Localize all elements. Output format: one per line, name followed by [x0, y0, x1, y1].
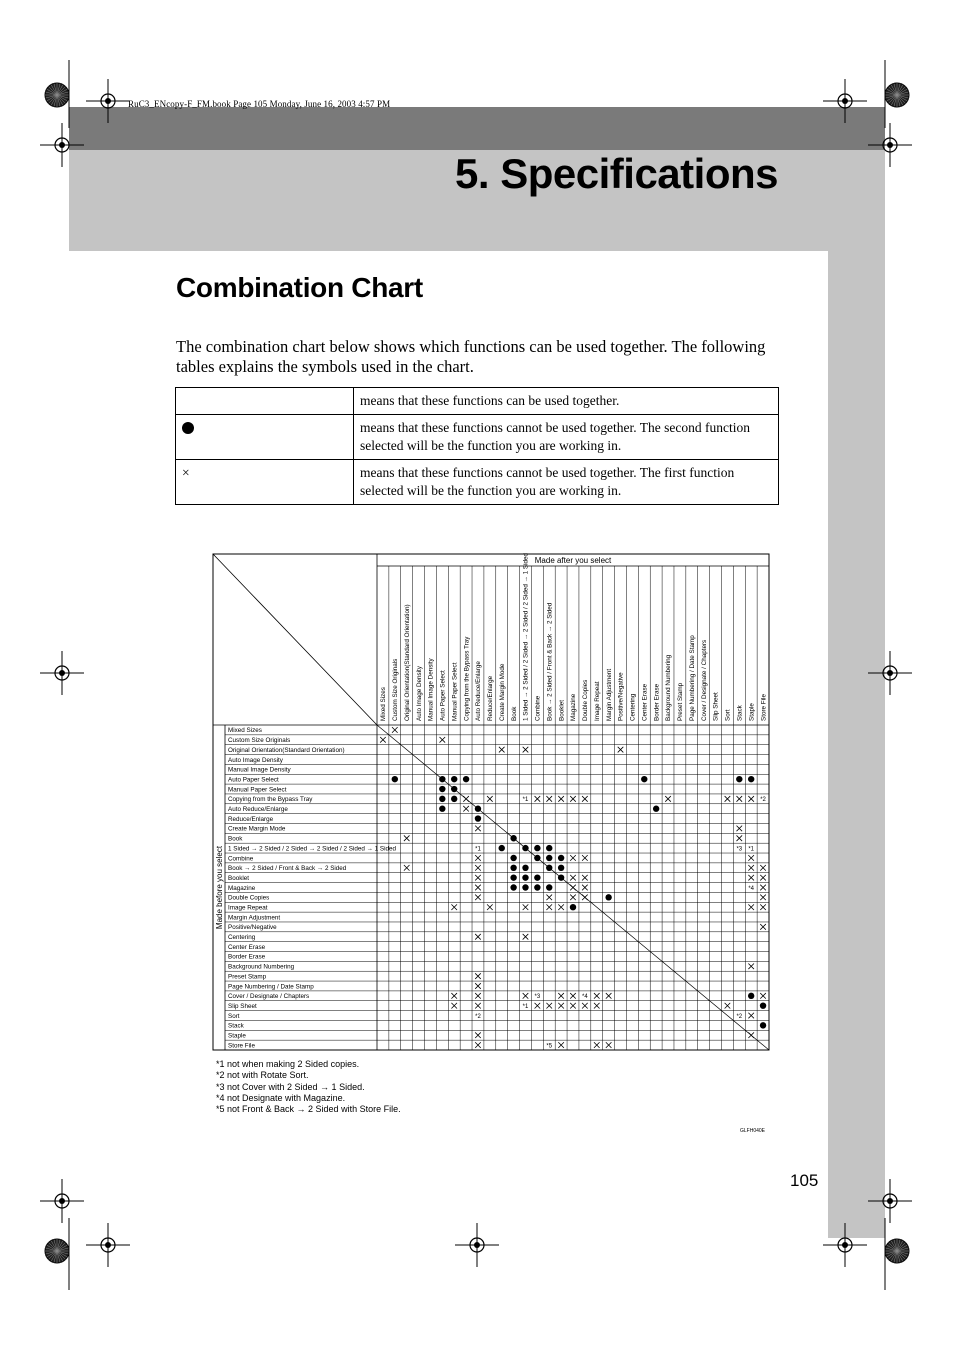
column-label: Auto Image Density: [415, 666, 423, 721]
column-label: Cover / Designate / Chapters: [700, 639, 708, 721]
crosshair-icon: [842, 1242, 848, 1248]
column-label: Margin Adjustment: [605, 668, 613, 721]
column-label: Combine: [534, 695, 542, 721]
column-label: Copying from the Bypass Tray: [463, 636, 471, 721]
crosshair-icon: [474, 1242, 480, 1248]
row-label: Book: [228, 835, 243, 843]
column-label: Sort: [724, 709, 732, 721]
column-label: Double Copies: [582, 679, 590, 721]
cell-note: *3: [534, 994, 541, 1001]
column-label: 1 Sided → 2 Sided / 2 Sided → 2 Sided / 2 Sided → 1 Sided: [522, 552, 530, 721]
cell-note: *2: [475, 1013, 481, 1020]
row-label: Store File: [228, 1042, 255, 1050]
footnote: *5 not Front & Back → 2 Sided with Store File.: [216, 1104, 401, 1115]
chapter-title: 5. Specifications: [455, 150, 778, 197]
row-label: Sort: [228, 1012, 240, 1020]
footnote: *2 not with Rotate Sort.: [216, 1070, 309, 1081]
column-label: Book → 2 Sided / Front & Back → 2 Sided: [546, 602, 554, 721]
cell-note: *3: [736, 846, 743, 853]
row-label: Preset Stamp: [228, 973, 267, 981]
cell-note: *5: [546, 1043, 553, 1050]
row-label: Staple: [228, 1032, 246, 1040]
row-label: Page Numbering / Date Stamp: [228, 983, 314, 991]
row-label: Book → 2 Sided / Front & Back → 2 Sided: [228, 865, 347, 873]
column-label: Custom Size Originals: [392, 658, 400, 721]
row-label: Auto Reduce/Enlarge: [228, 806, 288, 814]
column-label: Reduce/Enlarge: [487, 675, 495, 721]
column-label: Mixed Sizes: [380, 687, 388, 721]
column-label: Auto Paper Select: [439, 670, 447, 721]
cell-note: *2: [760, 797, 766, 804]
row-label: Auto Image Density: [228, 756, 283, 764]
cell-note: *1: [748, 846, 755, 853]
column-label: Store File: [760, 694, 768, 721]
column-label: Original Orientation(Standard Orientation): [403, 604, 411, 721]
row-label: Background Numbering: [228, 963, 295, 971]
row-label: Stack: [228, 1022, 244, 1030]
footnote: *4 not Designate with Magazine.: [216, 1092, 346, 1103]
column-label: Create Margin Mode: [498, 663, 506, 721]
legend-text: means that these functions cannot be used together. The first function selected will be the function you are working in.: [354, 460, 779, 505]
row-label: Auto Paper Select: [228, 776, 279, 784]
crosshair-icon: [887, 142, 893, 148]
cell-note: *2: [736, 1013, 743, 1020]
row-label: Copying from the Bypass Tray: [228, 796, 313, 804]
row-label: Manual Paper Select: [228, 786, 287, 794]
column-label: Border Erase: [653, 683, 661, 721]
column-label: Center Erase: [641, 683, 649, 721]
section-title: Combination Chart: [176, 272, 423, 303]
row-label: Cover / Designate / Chapters: [228, 993, 310, 1001]
row-label: Mixed Sizes: [228, 727, 262, 735]
crosshair-icon: [59, 670, 65, 676]
crosshair-icon: [842, 98, 848, 104]
cell-note: *1: [475, 846, 481, 853]
row-label: Double Copies: [228, 894, 270, 902]
crosshair-icon: [59, 1198, 65, 1204]
cell-note: *4: [748, 885, 755, 892]
cell-note: *1: [522, 797, 529, 804]
row-label: Magazine: [228, 884, 256, 892]
column-label: Auto Reduce/Enlarge: [475, 661, 483, 721]
footnote: *1 not when making 2 Sided copies.: [216, 1059, 360, 1069]
column-label: Background Numbering: [665, 654, 673, 721]
cell-note: *1: [522, 1003, 529, 1010]
row-label: Image Repeat: [228, 904, 268, 912]
row-label: Positive/Negative: [228, 924, 277, 932]
figure-code: GLFH040E: [740, 1128, 766, 1134]
crosshair-icon: [887, 670, 893, 676]
row-label: Manual Image Density: [228, 766, 291, 774]
column-label: Slip Sheet: [712, 692, 720, 721]
row-label: Custom Size Originals: [228, 737, 291, 745]
column-label: Positive/Negative: [617, 672, 625, 721]
crosshair-icon: [105, 1242, 111, 1248]
column-label: Magazine: [570, 693, 578, 721]
header-made-after: Made after you select: [534, 556, 612, 565]
row-label: Original Orientation(Standard Orientation): [228, 746, 345, 754]
row-label: 1 Sided → 2 Sided / 2 Sided → 2 Sided / 2 Sided → 1 Sided: [228, 845, 397, 853]
column-label: Preset Stamp: [677, 682, 685, 721]
page-number: 105: [790, 1171, 819, 1190]
column-label: Manual Image Density: [427, 658, 435, 721]
column-label: Booklet: [558, 699, 566, 721]
header-made-before: Made before you select: [215, 845, 224, 930]
column-label: Centering: [629, 693, 637, 721]
row-label: Create Margin Mode: [228, 825, 286, 833]
cell-note: *4: [582, 994, 588, 1001]
intro-paragraph: The combination chart below shows which functions can be used together. The following tables explains the symbols used in the chart.: [176, 337, 766, 376]
row-label: Reduce/Enlarge: [228, 815, 274, 823]
row-label: Margin Adjustment: [228, 914, 281, 922]
column-label: Stack: [736, 705, 744, 721]
crosshair-icon: [105, 98, 111, 104]
row-label: Border Erase: [228, 953, 266, 961]
column-label: Image Repeat: [593, 681, 601, 721]
file-info: RuC3_ENcopy-F_FM.book Page 105 Monday, June 16, 2003 4:57 PM: [128, 99, 391, 109]
row-label: Combine: [228, 855, 254, 863]
column-label: Book: [510, 706, 518, 721]
legend-text: means that these functions can be used together.: [354, 388, 779, 415]
crosshair-icon: [59, 142, 65, 148]
row-label: Slip Sheet: [228, 1002, 257, 1010]
crosshair-icon: [887, 1198, 893, 1204]
column-label: Manual Paper Select: [451, 662, 459, 721]
column-label: Staple: [748, 703, 756, 721]
footnote: *3 not Cover with 2 Sided → 1 Sided.: [216, 1081, 365, 1092]
column-label: Page Numbering / Date Stamp: [688, 635, 696, 721]
legend-symbol-cross: ×: [176, 460, 354, 505]
row-label: Centering: [228, 934, 256, 942]
row-label: Center Erase: [228, 943, 266, 951]
row-label: Booklet: [228, 874, 250, 882]
legend-text: means that these functions cannot be used together. The second function selected will be the function you are working in.: [354, 415, 779, 460]
